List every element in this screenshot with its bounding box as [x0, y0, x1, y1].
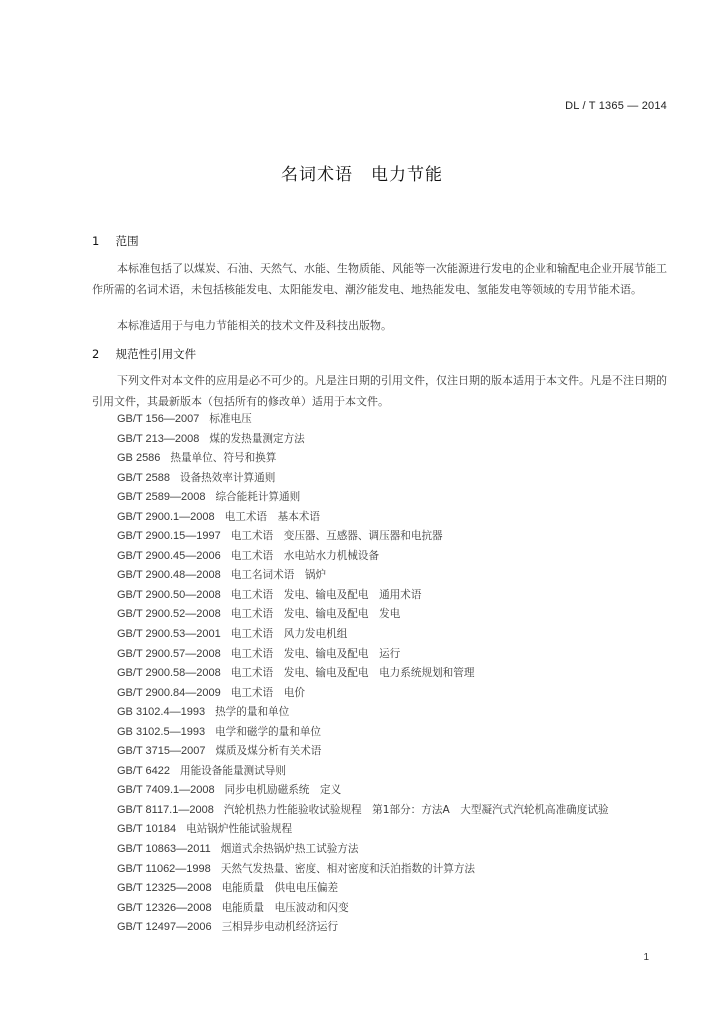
reference-title: 电工术语 发电、输电及配电 运行	[230, 647, 401, 660]
reference-code: GB/T 2588	[117, 471, 170, 484]
reference-code: GB/T 12326—2008	[117, 901, 212, 914]
reference-item	[117, 586, 673, 606]
section-heading-normative-references	[92, 346, 196, 362]
reference-item	[117, 703, 673, 723]
reference-code: GB/T 10863—2011	[117, 843, 211, 856]
reference-title: 用能设备能量测试导则	[180, 764, 286, 777]
reference-item	[117, 723, 673, 743]
reference-title: 电工术语 风力发电机组	[230, 628, 348, 641]
reference-item	[117, 625, 673, 645]
reference-item	[117, 566, 673, 586]
reference-title: 同步电机励磁系统 定义	[224, 784, 342, 797]
reference-item	[117, 762, 673, 782]
reference-code: GB 3102.4—1993	[117, 706, 206, 719]
reference-code: GB 3102.5—1993	[117, 725, 206, 738]
page-number: 1	[643, 952, 649, 963]
reference-title: 电工术语 水电站水力机械设备	[230, 549, 380, 562]
scope-paragraph-1: 本标准包括了以煤炭、石油、天然气、水能、生物质能、风能等一次能源进行发电的企业和输配电企业开展节能工作所需的名词术语，未包括核能发电、太阳能发电、潮汐能发电、地热能发电、氢能发电等领域的专用节能术语。	[92, 262, 667, 296]
reference-item	[117, 742, 673, 762]
reference-title: 电站锅炉性能试验规程	[186, 823, 293, 836]
reference-title: 电工术语 发电、输电及配电 电力系统规划和管理	[230, 667, 475, 680]
reference-code: GB/T 2900.1—2008	[117, 510, 215, 523]
page-title: 名词术语 电力节能	[281, 165, 443, 185]
reference-title: 电工术语 变压器、互感器、调压器和电抗器	[230, 530, 443, 543]
reference-code: GB/T 156—2007	[117, 413, 200, 425]
reference-code: GB 2586	[117, 452, 161, 465]
reference-item	[117, 860, 673, 880]
reference-item	[117, 820, 673, 840]
reference-item	[117, 449, 673, 469]
reference-code: GB/T 213—2008	[117, 432, 200, 445]
section-title: 规范性引用文件	[115, 347, 197, 361]
reference-item	[117, 645, 673, 665]
reference-code: GB/T 10184	[117, 823, 177, 836]
reference-item	[117, 879, 673, 899]
reference-item	[117, 840, 673, 860]
section-title: 范围	[115, 234, 139, 248]
reference-code: GB/T 2589—2008	[117, 491, 206, 504]
reference-code: GB/T 2900.57—2008	[117, 647, 221, 660]
reference-title: 电工术语 发电、输电及配电 发电	[230, 608, 401, 621]
reference-code: GB/T 2900.58—2008	[117, 667, 221, 680]
reference-item	[117, 469, 673, 489]
reference-item	[117, 430, 673, 450]
reference-item	[117, 508, 673, 528]
reference-title: 电工术语 基本术语	[224, 510, 320, 523]
reference-list	[117, 410, 673, 938]
reference-item	[117, 527, 673, 547]
reference-title: 综合能耗计算通则	[215, 491, 301, 504]
reference-title: 烟道式余热锅炉热工试验方法	[220, 843, 359, 856]
reference-code: GB/T 2900.52—2008	[117, 608, 221, 621]
reference-title: 热学的量和单位	[215, 706, 290, 719]
document-id: DL / T 1365 — 2014	[565, 100, 667, 112]
reference-code: GB/T 2900.84—2009	[117, 686, 221, 699]
reference-item	[117, 684, 673, 704]
reference-title: 热量单位、符号和换算	[170, 452, 277, 465]
reference-title: 电能质量 供电电压偏差	[221, 882, 339, 895]
reference-code: GB/T 11062—1998	[117, 862, 211, 875]
reference-item	[92, 801, 673, 821]
reference-title: 设备热效率计算通则	[180, 471, 276, 484]
reference-code: GB/T 2900.48—2008	[117, 569, 221, 582]
section-number: 1	[92, 234, 100, 248]
reference-code: GB/T 7409.1—2008	[117, 784, 215, 797]
reference-title: 电工术语 电价	[230, 686, 305, 699]
reference-title: 标准电压	[209, 413, 252, 425]
reference-code: GB/T 8117.1—2008	[117, 803, 214, 816]
reference-code: GB/T 2900.50—2008	[117, 588, 221, 601]
reference-item	[117, 664, 673, 684]
reference-title: 天然气发热量、密度、相对密度和沃泊指数的计算方法	[220, 862, 476, 875]
section-heading-scope	[92, 233, 139, 249]
section-number: 2	[92, 347, 100, 361]
reference-title: 电工名词术语 锅炉	[230, 569, 327, 582]
reference-item	[117, 547, 673, 567]
reference-item	[117, 488, 673, 508]
reference-code: GB/T 2900.45—2006	[117, 549, 221, 562]
references-intro: 下列文件对本文件的应用是必不可少的。凡是注日期的引用文件，仅注日期的版本适用于本文件。凡是不注日期的引用文件，其最新版本（包括所有的修改单）适用于本文件。	[92, 374, 667, 408]
reference-title: 煤质及煤分析有关术语	[215, 745, 322, 758]
reference-title: 汽轮机热力性能验收试验规程 第1部分：方法A 大型凝汽式汽轮机高准确度试验	[223, 803, 609, 816]
reference-code: GB/T 2900.15—1997	[117, 530, 221, 543]
reference-title: 电学和磁学的量和单位	[215, 725, 322, 738]
reference-code: GB/T 3715—2007	[117, 745, 206, 758]
reference-code: GB/T 6422	[117, 764, 170, 777]
reference-item	[117, 781, 673, 801]
reference-code: GB/T 12325—2008	[117, 882, 212, 895]
reference-title: 电工术语 发电、输电及配电 通用术语	[230, 588, 422, 601]
reference-item	[117, 899, 673, 919]
reference-title: 三相异步电动机经济运行	[221, 921, 339, 934]
reference-item	[117, 605, 673, 625]
reference-item	[117, 410, 673, 430]
reference-code: GB/T 12497—2006	[117, 921, 212, 934]
reference-code: GB/T 2900.53—2001	[117, 628, 221, 641]
reference-item	[117, 918, 673, 938]
reference-title: 煤的发热量测定方法	[209, 432, 305, 445]
reference-title: 电能质量 电压波动和闪变	[221, 901, 349, 914]
scope-paragraph-2: 本标准适用于与电力节能相关的技术文件及科技出版物。	[117, 319, 392, 332]
